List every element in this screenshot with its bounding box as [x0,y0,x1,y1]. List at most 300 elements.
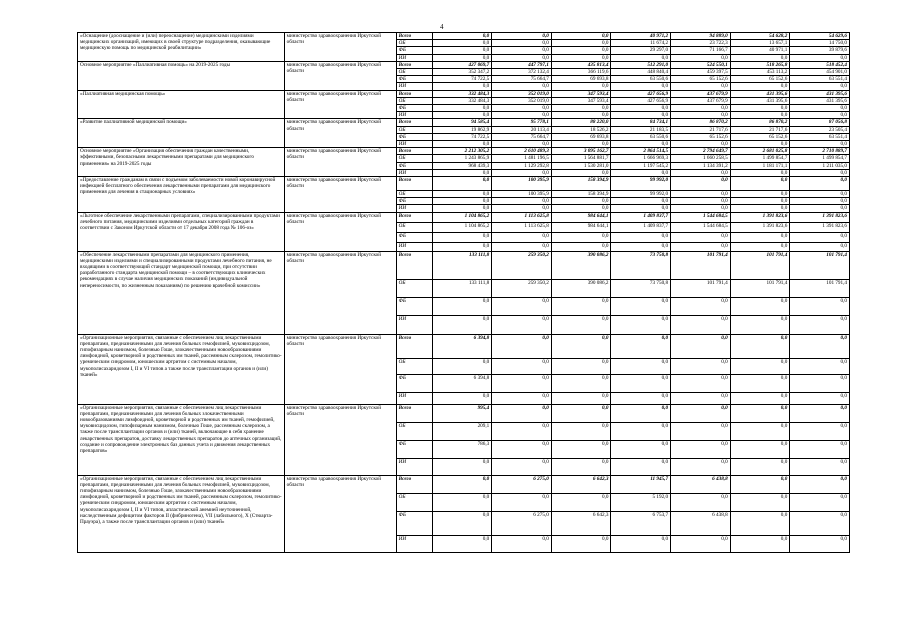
amount-cell: 21 717,6 [671,126,731,133]
table-row [78,90,850,97]
amount-cell: 0,0 [790,458,850,475]
amount-cell: 0,0 [432,242,492,251]
amount-cell: 0,0 [671,315,731,334]
amount-cell: 995,4 [432,404,492,422]
amount-cell: 0,0 [432,33,492,40]
amount-cell: 0,0 [790,422,850,440]
amount-cell: 0,0 [790,475,850,493]
funding-source: ФБ [396,374,432,392]
funding-source: ОБ [396,69,432,76]
amount-cell: 518 452,4 [790,61,850,68]
amount-cell: 3 095 162,7 [551,148,611,155]
amount-cell: 0,0 [492,440,552,458]
amount-cell: 0,0 [730,315,790,334]
amount-cell: 23 722,3 [671,40,731,47]
executor-name: министерство здравоохранения Иркутской области [284,334,396,404]
amount-cell: 21 717,6 [730,126,790,133]
amount-cell: 332 484,3 [432,90,492,97]
amount-cell: 1 211 035,0 [790,162,850,169]
amount-cell: 0,0 [671,422,731,440]
executor-name: министерство здравоохранения Иркутской области [284,212,396,251]
measure-name: «Организационные мероприятия, связанные с обеспечением лиц лекарственными препаратами, предназначенными для лечения больных злокачественными новообразованиями лимфоидной, кроветворной и родственных им тканей, гемофилией, муковисцидозом, гипофизарным нанизмом, болезнью Гоше, рассеянным склерозом, а также после трансплантации органов и (или) тканей, включающие в себя хранение лекарственных препаратов, доставку лекарственных препаратов до аптечных организаций, создание и сопровождение электронных баз данных учета и движения лекарственных препаратов» [78,404,285,475]
measure-name: Основное мероприятие «Паллиативная помощь» на 2019-2025 годы [78,61,285,90]
amount-cell: 101 791,4 [730,251,790,279]
amount-cell: 0,0 [730,105,790,112]
amount-cell: 0,0 [730,358,790,374]
amount-cell: 0,0 [432,511,492,535]
amount-cell: 0,0 [730,535,790,552]
table-row [78,177,850,191]
funding-source: ИИ [396,54,432,61]
measure-name: «Паллиативная медицинская помощь» [78,90,285,119]
funding-source: Всего [396,475,432,493]
amount-cell: 0,0 [671,392,731,404]
amount-cell: 54 628,2 [730,33,790,40]
amount-cell: 0,0 [551,47,611,54]
table-row [78,251,850,279]
amount-cell: 0,0 [671,205,731,212]
amount-cell: 2 681 025,8 [730,148,790,155]
amount-cell: 0,0 [611,334,671,358]
amount-cell: 0,0 [790,232,850,242]
amount-cell: 21 183,5 [611,126,671,133]
executor-name: министерство здравоохранения Иркутской области [284,148,396,177]
amount-cell: 0,0 [671,440,731,458]
amount-cell: 0,0 [432,535,492,552]
amount-cell: 984 644,1 [551,212,611,222]
amount-cell: 0,0 [790,358,850,374]
funding-source: ФБ [396,133,432,140]
amount-cell: 101 791,4 [671,279,731,297]
amount-cell: 0,0 [611,422,671,440]
amount-cell: 0,0 [492,40,552,47]
amount-cell: 1 104 865,2 [432,212,492,222]
funding-source: ОБ [396,422,432,440]
amount-cell: 352 347,2 [432,69,492,76]
amount-cell: 0,0 [611,404,671,422]
amount-cell: 0,0 [790,105,850,112]
amount-cell: 0,0 [611,458,671,475]
amount-cell: 0,0 [492,493,552,511]
amount-cell: 13 657,1 [730,40,790,47]
funding-source: ОБ [396,279,432,297]
amount-cell: 0,0 [492,535,552,552]
amount-cell: 431 395,6 [790,90,850,97]
amount-cell: 0,0 [671,242,731,251]
amount-cell: 71 166,7 [671,47,731,54]
amount-cell: 0,0 [551,535,611,552]
amount-cell: 63 550,6 [611,76,671,83]
amount-cell: 984 644,1 [551,222,611,232]
amount-cell: 73 750,8 [611,251,671,279]
amount-cell: 0,0 [432,205,492,212]
amount-cell: 0,0 [671,177,731,191]
amount-cell: 0,0 [790,392,850,404]
amount-cell: 2 794 649,7 [671,148,731,155]
amount-cell: 63 550,6 [611,133,671,140]
amount-cell: 0,0 [611,440,671,458]
amount-cell: 1 113 625,8 [492,222,552,232]
funding-source: ФБ [396,47,432,54]
table-row [78,404,850,422]
amount-cell: 0,0 [790,112,850,119]
amount-cell: 0,0 [790,177,850,191]
amount-cell: 459 397,5 [671,69,731,76]
amount-cell: 0,0 [790,334,850,358]
amount-cell: 437 679,9 [671,97,731,104]
amount-cell: 0,0 [492,422,552,440]
amount-cell: 0,0 [790,191,850,198]
funding-source: Всего [396,251,432,279]
amount-cell: 2 864 514,5 [611,148,671,155]
amount-cell: 1 104 865,2 [432,222,492,232]
amount-cell: 0,0 [551,392,611,404]
funding-source: ОБ [396,358,432,374]
amount-cell: 0,0 [432,40,492,47]
amount-cell: 0,0 [432,232,492,242]
funding-source: ФБ [396,511,432,535]
amount-cell: 0,0 [432,493,492,511]
amount-cell: 0,0 [730,54,790,61]
amount-cell: 6 438,8 [671,511,731,535]
amount-cell: 0,0 [551,315,611,334]
amount-cell: 0,0 [730,141,790,148]
funding-source: ИИ [396,141,432,148]
amount-cell: 6 642,3 [551,475,611,493]
amount-cell: 0,0 [790,535,850,552]
amount-cell: 0,0 [551,54,611,61]
amount-cell: 0,0 [611,205,671,212]
funding-source: ОБ [396,493,432,511]
funding-source: ИИ [396,205,432,212]
amount-cell: 0,0 [611,374,671,392]
amount-cell: 6 753,7 [611,511,671,535]
amount-cell: 0,0 [492,392,552,404]
amount-cell: 69 693,8 [551,133,611,140]
amount-cell: 0,0 [551,169,611,176]
amount-cell: 0,0 [790,198,850,205]
amount-cell: 352 019,0 [492,90,552,97]
amount-cell: 0,0 [611,112,671,119]
amount-cell: 0,0 [730,297,790,315]
amount-cell: 86 870,2 [671,119,731,126]
executor-name: министерство здравоохранения Иркутской области [284,61,396,90]
funding-source: Всего [396,119,432,126]
executor-name: министерство здравоохранения Иркутской области [284,90,396,119]
amount-cell: 6 275,0 [492,475,552,493]
amount-cell: 0,0 [551,40,611,47]
executor-name: министерство здравоохранения Иркутской области [284,475,396,552]
amount-cell: 0,0 [492,54,552,61]
amount-cell: 0,0 [551,334,611,358]
measure-name: «Предоставление гражданам в связи с подъемом заболеваемости новой коронавирусной инфекцией бесплатного обеспечения лекарственными препаратами для медицинского применения для лечения в стационарных условиях» [78,177,285,213]
table-row [78,33,850,40]
amount-cell: 0,0 [671,54,731,61]
amount-cell: 0,0 [551,493,611,511]
amount-cell: 0,0 [432,112,492,119]
amount-cell: 0,0 [730,374,790,392]
funding-source: ИИ [396,169,432,176]
amount-cell: 0,0 [730,198,790,205]
amount-cell: 0,0 [790,315,850,334]
amount-cell: 1 197 545,2 [611,162,671,169]
amount-cell: 0,0 [432,169,492,176]
amount-cell: 0,0 [671,297,731,315]
amount-cell: 94 889,0 [671,33,731,40]
amount-cell: 0,0 [492,33,552,40]
amount-cell: 427 656,9 [611,97,671,104]
amount-cell: 95 778,1 [492,119,552,126]
amount-cell: 0,0 [492,141,552,148]
amount-cell: 347 593,4 [551,97,611,104]
amount-cell: 0,0 [432,47,492,54]
amount-cell: 786,3 [432,440,492,458]
funding-source: ФБ [396,232,432,242]
amount-cell: 0,0 [611,242,671,251]
amount-cell: 74 722,5 [432,133,492,140]
amount-cell: 0,0 [790,493,850,511]
amount-cell: 0,0 [551,297,611,315]
budget-table [77,32,850,553]
amount-cell: 1 391 823,6 [790,222,850,232]
funding-source: ИИ [396,315,432,334]
amount-cell: 0,0 [730,177,790,191]
funding-source: ИИ [396,392,432,404]
amount-cell: 0,0 [730,242,790,251]
amount-cell: 0,0 [611,83,671,90]
amount-cell: 0,0 [611,392,671,404]
amount-cell: 1 113 625,8 [492,212,552,222]
funding-source: Всего [396,90,432,97]
amount-cell: 1 666 969,3 [611,155,671,162]
amount-cell: 1 544 684,5 [671,212,731,222]
amount-cell: 0,0 [611,358,671,374]
amount-cell: 158 394,9 [551,191,611,198]
amount-cell: 0,0 [492,47,552,54]
amount-cell: 259 350,2 [492,279,552,297]
measure-name: «Организационные мероприятия, связанные с обеспечением лиц лекарственными препаратами, предназначенными для лечения больных гемофилией, муковисцидозом, гипофизарным нанизмом, болезнью Гоше, злокачественными новообразованиями лимфоидной, кроветворной и родственных им тканей, рассеянным склерозом, гемолитико-уремическим синдромом, юношеским артритом с системным началом, мукополисахаридозом I, II и VI типов, апластической анемией неуточненной, наследственным дефицитом факторов II (фибриногена), VII (лабильного), X (Стюарта-Прауэра), а также после трансплантации органов и (или) тканей» [78,475,285,552]
amount-cell: 453 113,2 [730,69,790,76]
measure-name: «Обеспечение лекарственными препаратами для медицинского применения, медицинскими изделиями и специализированными продуктами лечебного питания, не входящими в соответствующий стандарт медицинской помощи, при отсутствии разработанного стандарта медицинской помощи – в соответствующих клинических рекомендациях в случае наличия медицинских показаний (индивидуальной непереносимости, по жизненным показаниям) по решению врачебной комиссии» [78,251,285,334]
amount-cell: 101 791,4 [730,279,790,297]
funding-source: ОБ [396,191,432,198]
amount-cell: 0,0 [551,112,611,119]
amount-cell: 6 275,0 [492,511,552,535]
executor-name: министерство здравоохранения Иркутской области [284,251,396,334]
amount-cell: 133 111,8 [432,279,492,297]
amount-cell: 1 409 837,7 [611,212,671,222]
executor-name: министерство здравоохранения Иркутской области [284,404,396,475]
funding-source: ИИ [396,242,432,251]
amount-cell: 54 629,6 [790,33,850,40]
amount-cell: 0,0 [432,392,492,404]
amount-cell: 39 879,6 [790,47,850,54]
amount-cell: 0,0 [551,458,611,475]
amount-cell: 0,0 [611,297,671,315]
amount-cell: 0,0 [790,205,850,212]
amount-cell: 0,0 [790,169,850,176]
amount-cell: 0,0 [492,458,552,475]
amount-cell: 100 395,9 [492,177,552,191]
amount-cell: 6 642,3 [551,511,611,535]
amount-cell: 437 679,9 [671,90,731,97]
amount-cell: 0,0 [432,191,492,198]
amount-cell: 0,0 [611,232,671,242]
amount-cell: 0,0 [790,511,850,535]
amount-cell: 372 132,4 [492,69,552,76]
amount-cell: 75 664,7 [492,76,552,83]
measure-name: Основное мероприятие «Организация обеспечения граждан качественными, эффективными, безопасными лекарственными препаратами для медицинского применения» на 2019-2025 годы [78,148,285,177]
amount-cell: 0,0 [492,232,552,242]
amount-cell: 0,0 [551,358,611,374]
table-row [78,148,850,155]
funding-source: ФБ [396,76,432,83]
amount-cell: 0,0 [730,232,790,242]
amount-cell: 454 901,0 [790,69,850,76]
table-row [78,61,850,68]
amount-cell: 20 113,4 [492,126,552,133]
executor-name: министерство здравоохранения Иркутской области [284,33,396,62]
amount-cell: 0,0 [492,198,552,205]
amount-cell: 101 791,4 [790,251,850,279]
amount-cell: 0,0 [432,315,492,334]
amount-cell: 1 564 881,7 [551,155,611,162]
amount-cell: 0,0 [551,105,611,112]
amount-cell: 427 069,7 [432,61,492,68]
amount-cell: 0,0 [730,404,790,422]
table-row [78,212,850,222]
amount-cell: 0,0 [492,105,552,112]
amount-cell: 18 526,2 [551,126,611,133]
measure-name: «Оснащение (дооснащение и (или) переоснащение) медицинскими изделиями медицинских организаций, имеющих в своей структуре подразделения, оказывающие медицинскую помощь по медицинской реабилитации» [78,33,285,62]
amount-cell: 1 391 823,6 [730,212,790,222]
amount-cell: 0,0 [730,422,790,440]
amount-cell: 366 119,6 [551,69,611,76]
amount-cell: 0,0 [492,112,552,119]
amount-cell: 2 212 305,2 [432,148,492,155]
amount-cell: 431 395,6 [730,97,790,104]
executor-name: министерство здравоохранения Иркутской области [284,119,396,148]
amount-cell: 0,0 [730,83,790,90]
amount-cell: 431 395,6 [730,90,790,97]
funding-source: Всего [396,148,432,155]
amount-cell: 1 129 292,8 [492,162,552,169]
funding-source: Всего [396,404,432,422]
amount-cell: 101 791,4 [790,279,850,297]
amount-cell: 0,0 [551,141,611,148]
amount-cell: 0,0 [790,83,850,90]
amount-cell: 0,0 [671,404,731,422]
amount-cell: 0,0 [671,105,731,112]
amount-cell: 65 152,6 [730,133,790,140]
amount-cell: 0,0 [671,83,731,90]
amount-cell: 6 394,8 [432,374,492,392]
amount-cell: 0,0 [432,458,492,475]
amount-cell: 390 086,2 [551,251,611,279]
funding-source: Всего [396,212,432,222]
amount-cell: 19 862,9 [432,126,492,133]
amount-cell: 0,0 [730,112,790,119]
amount-cell: 0,0 [432,83,492,90]
amount-cell: 1 481 196,5 [492,155,552,162]
page-number: 4 [440,23,444,31]
amount-cell: 73 750,8 [611,279,671,297]
amount-cell: 0,0 [492,358,552,374]
funding-source: ОБ [396,40,432,47]
amount-cell: 0,0 [492,169,552,176]
amount-cell: 69 693,8 [551,76,611,83]
amount-cell: 5 192,0 [611,493,671,511]
amount-cell: 75 664,7 [492,133,552,140]
amount-cell: 0,0 [492,205,552,212]
funding-source: ОБ [396,155,432,162]
amount-cell: 0,0 [611,535,671,552]
funding-source: Всего [396,33,432,40]
table-row [78,475,850,493]
amount-cell: 0,0 [671,112,731,119]
amount-cell: 0,0 [730,511,790,535]
amount-cell: 435 813,4 [551,61,611,68]
amount-cell: 0,0 [551,205,611,212]
amount-cell: 0,0 [730,475,790,493]
amount-cell: 0,0 [432,475,492,493]
amount-cell: 1 544 684,5 [671,222,731,232]
amount-cell: 0,0 [671,334,731,358]
amount-cell: 133 111,8 [432,251,492,279]
amount-cell: 0,0 [671,493,731,511]
funding-source: Всего [396,177,432,191]
amount-cell: 101 791,4 [671,251,731,279]
amount-cell: 63 551,4 [790,76,850,83]
amount-cell: 84 734,1 [611,119,671,126]
amount-cell: 209,1 [432,422,492,440]
amount-cell: 0,0 [730,205,790,212]
amount-cell: 0,0 [611,141,671,148]
amount-cell: 0,0 [790,374,850,392]
amount-cell: 0,0 [551,198,611,205]
amount-cell: 0,0 [551,242,611,251]
amount-cell: 6 394,8 [432,334,492,358]
amount-cell: 99 992,0 [611,191,671,198]
amount-cell: 0,0 [611,54,671,61]
amount-cell: 74 722,5 [432,76,492,83]
amount-cell: 158 394,9 [551,177,611,191]
amount-cell: 448 840,4 [611,69,671,76]
amount-cell: 0,0 [432,358,492,374]
amount-cell: 431 395,6 [790,97,850,104]
amount-cell: 94 585,4 [432,119,492,126]
amount-cell: 347 593,4 [551,90,611,97]
amount-cell: 0,0 [492,242,552,251]
amount-cell: 11 674,2 [611,40,671,47]
amount-cell: 2 610 489,3 [492,148,552,155]
table-row [78,119,850,126]
amount-cell: 0,0 [432,177,492,191]
amount-cell: 2 710 889,7 [790,148,850,155]
amount-cell: 447 797,1 [492,61,552,68]
amount-cell: 11 945,7 [611,475,671,493]
amount-cell: 0,0 [492,404,552,422]
amount-cell: 0,0 [671,374,731,392]
amount-cell: 0,0 [492,297,552,315]
amount-cell: 63 551,4 [790,133,850,140]
amount-cell: 40 971,1 [730,47,790,54]
amount-cell: 0,0 [730,392,790,404]
amount-cell: 0,0 [432,297,492,315]
amount-cell: 0,0 [671,232,731,242]
amount-cell: 0,0 [551,440,611,458]
amount-cell: 65 152,6 [671,133,731,140]
